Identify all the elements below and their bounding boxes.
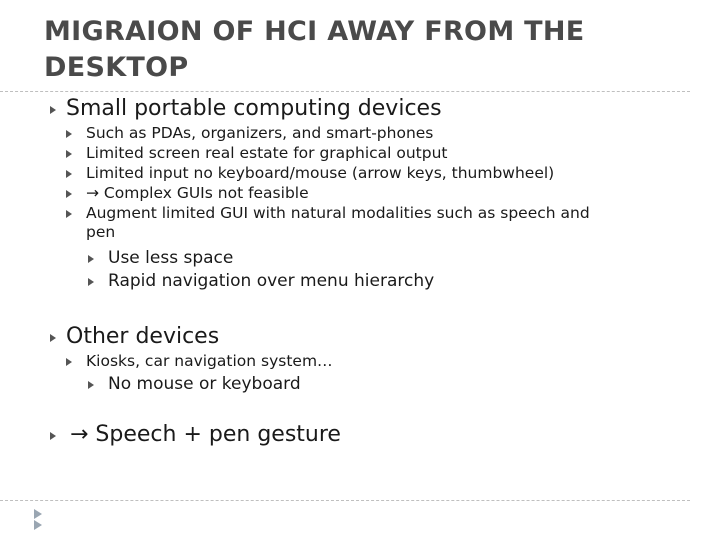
title-divider [0, 91, 690, 92]
bullet-arrow-icon [66, 130, 72, 138]
bullet-rapid-navigation: Rapid navigation over menu hierarchy [108, 271, 435, 291]
bullet-augment-gui: Augment limited GUI with natural modalities such as speech and [86, 204, 590, 222]
bullet-arrow-icon [66, 210, 72, 218]
bullet-no-mouse: No mouse or keyboard [108, 374, 301, 394]
nav-arrow-icon [34, 520, 42, 530]
bullet-augment-gui-cont: pen [86, 223, 116, 241]
bullet-arrow-icon [50, 106, 56, 114]
bullet-arrow-icon [88, 381, 94, 389]
bullet-pdas: Such as PDAs, organizers, and smart-phones [86, 124, 434, 142]
slide-nav-icon[interactable] [32, 506, 44, 532]
footer-divider [0, 500, 690, 501]
bullet-other-devices: Other devices [66, 324, 220, 349]
bullet-arrow-icon [66, 190, 72, 198]
nav-arrow-icon [34, 509, 42, 519]
bullet-kiosks: Kiosks, car navigation system… [86, 352, 333, 370]
bullet-speech-pen: → Speech + pen gesture [70, 422, 341, 447]
bullet-limited-input: Limited input no keyboard/mouse (arrow keys, thumbwheel) [86, 164, 555, 182]
slide-title: MIGRAION OF HCI AWAY FROM THE DESKTOP [44, 16, 585, 83]
bullet-less-space: Use less space [108, 248, 234, 268]
bullet-arrow-icon [50, 432, 56, 440]
bullet-arrow-icon [66, 150, 72, 158]
bullet-complex-guis: → Complex GUIs not feasible [86, 184, 309, 202]
bullet-arrow-icon [50, 334, 56, 342]
bullet-portable-devices: Small portable computing devices [66, 96, 442, 121]
bullet-arrow-icon [66, 170, 72, 178]
bullet-arrow-icon [66, 358, 72, 366]
bullet-arrow-icon [88, 255, 94, 263]
bullet-arrow-icon [88, 278, 94, 286]
bullet-screen-real-estate: Limited screen real estate for graphical output [86, 144, 448, 162]
